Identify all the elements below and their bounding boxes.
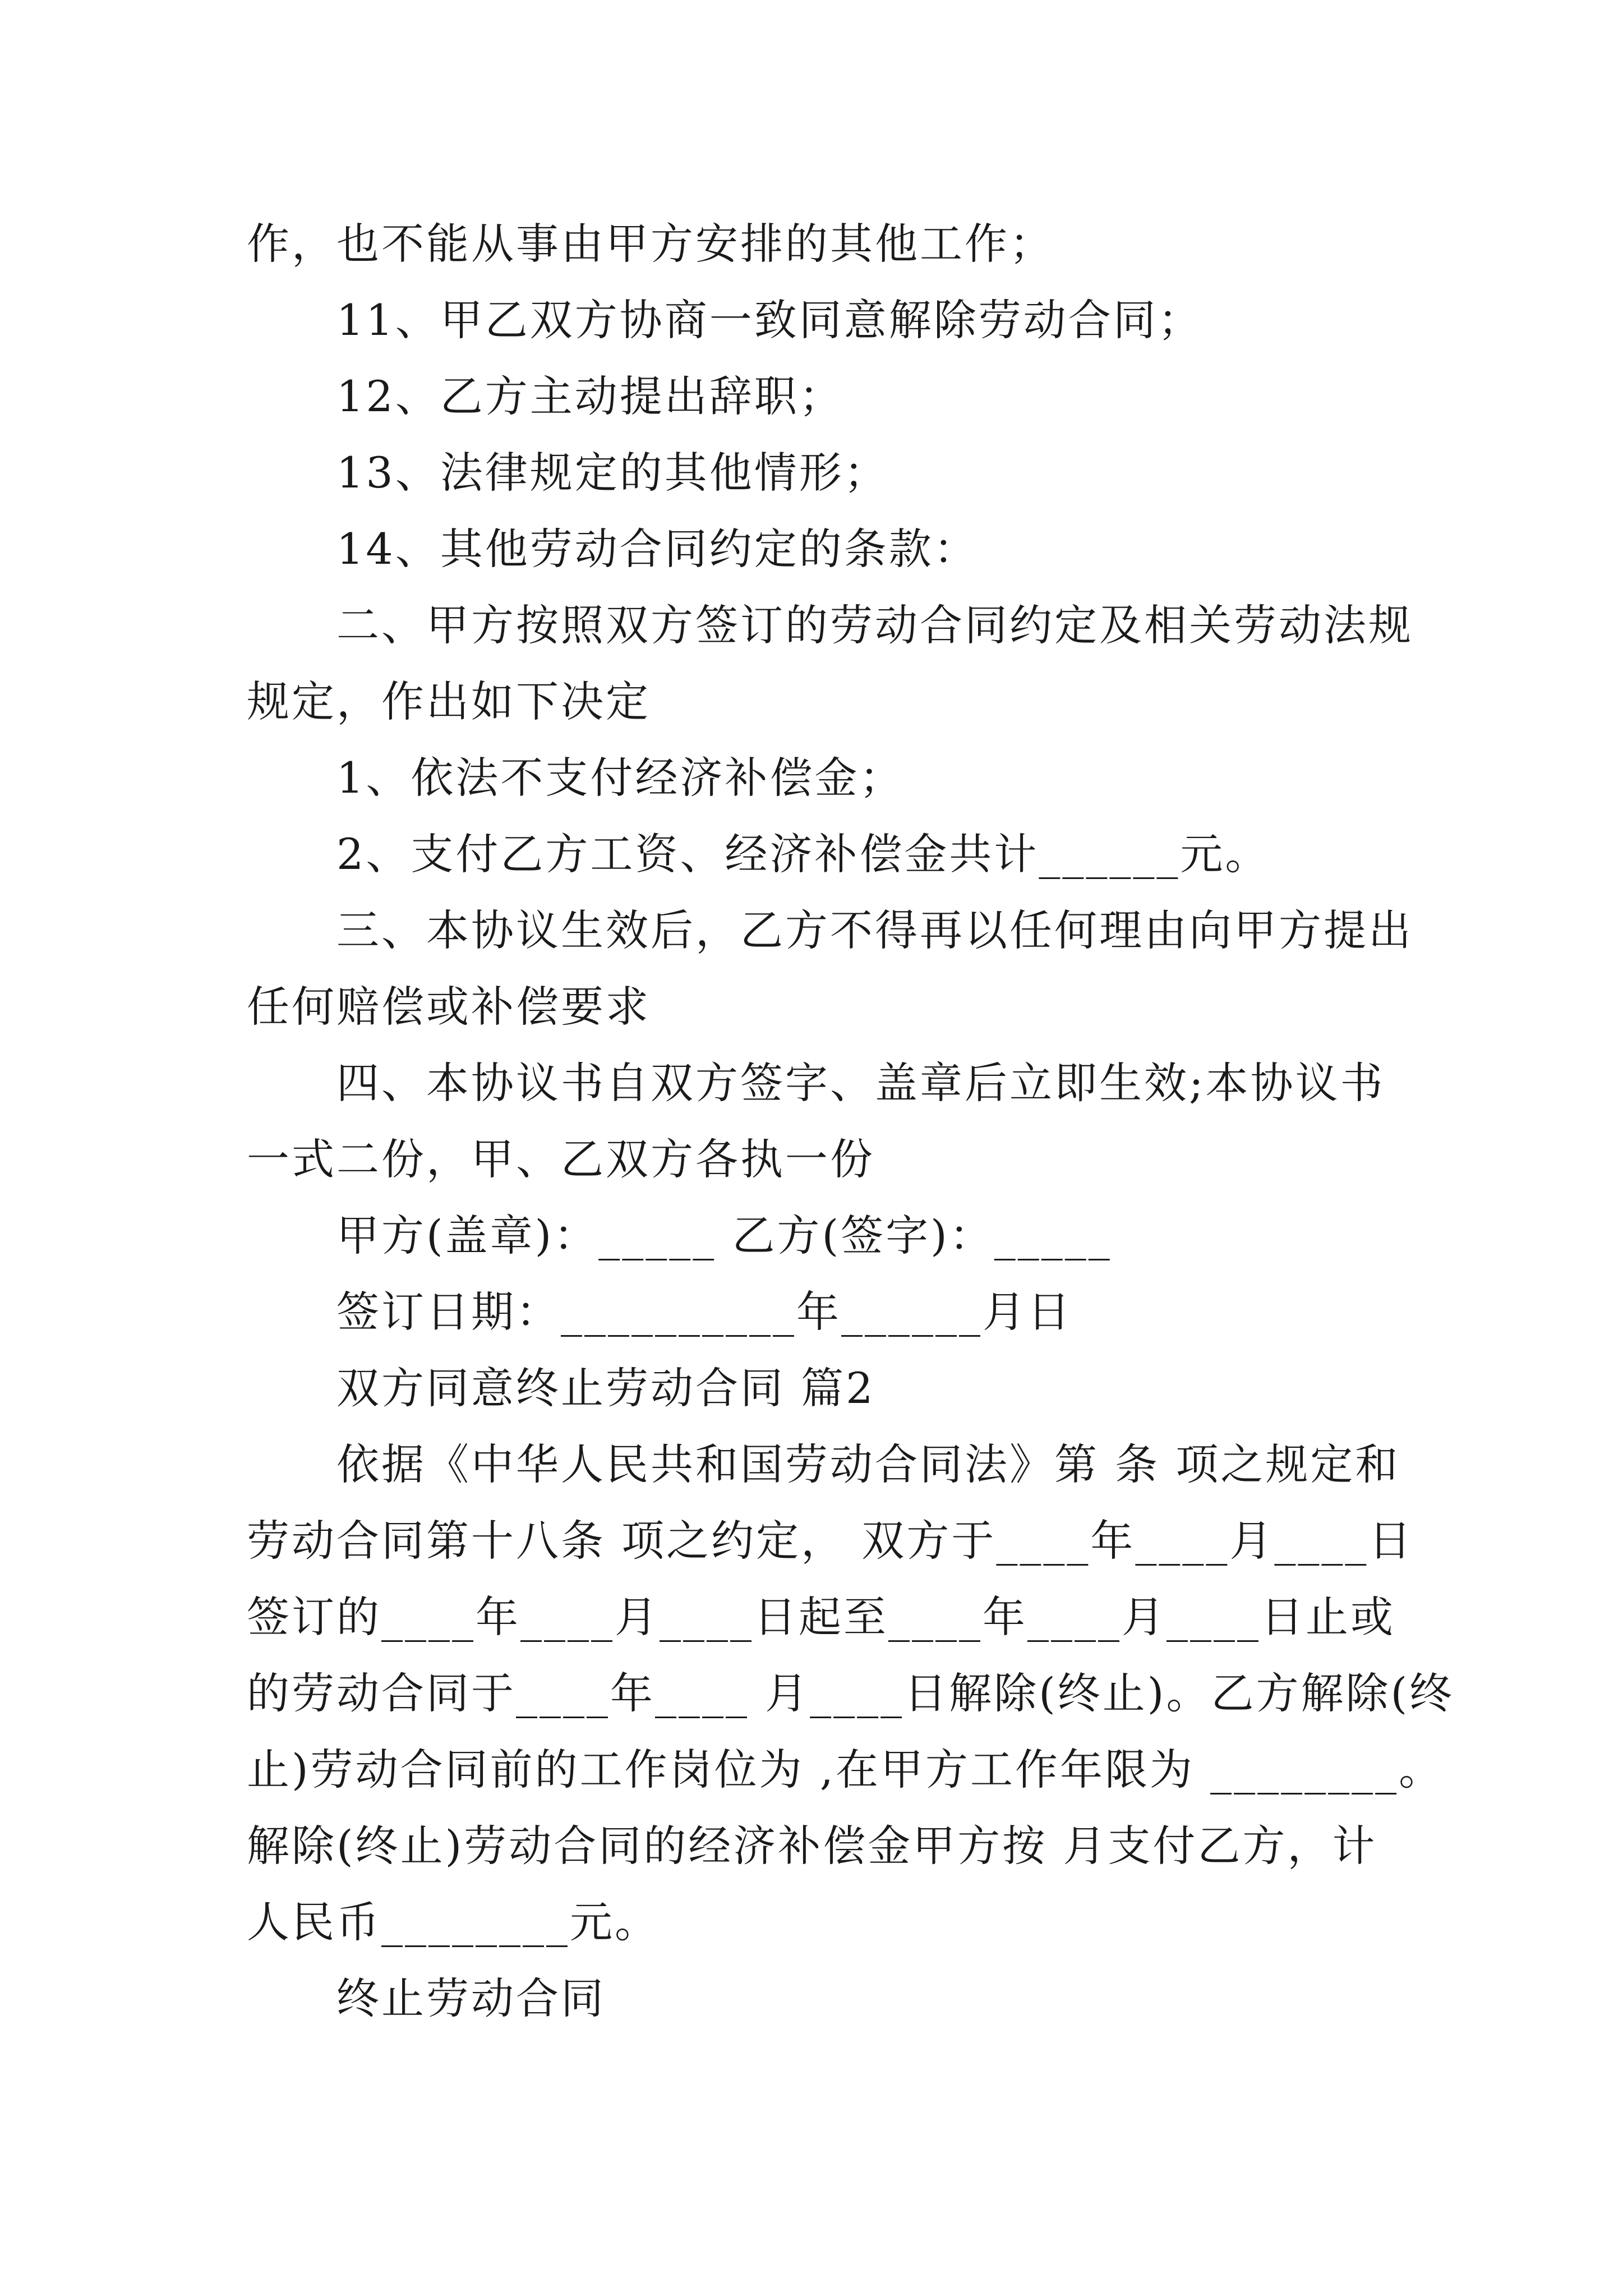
text-line: 止)劳动合同前的工作岗位为 ,在甲方工作年限为 ________。	[247, 1745, 1444, 1795]
text-line: 2、支付乙方工资、经济补偿金共计______元。	[336, 829, 1270, 879]
text-line: 12、乙方主动提出辞职；	[336, 371, 844, 421]
text-line: 依据《中华人民共和国劳动合同法》第 条 项之规定和	[336, 1439, 1400, 1489]
text-line: 签订的____年____月____日起至____年____月____日止或	[247, 1592, 1395, 1642]
text-line: 11、甲乙双方协商一致同意解除劳动合同；	[336, 295, 1203, 345]
text-line: 14、其他劳动合同约定的条款：	[336, 524, 979, 574]
text-line: 解除(终止)劳动合同的经济补偿金甲方按 月支付乙方，计	[247, 1821, 1377, 1871]
text-line: 作，也不能从事由甲方安排的其他工作；	[247, 219, 1054, 269]
text-line: 签订日期：__________年______月日	[336, 1287, 1072, 1337]
text-line: 13、法律规定的其他情形；	[336, 448, 889, 498]
text-line: 1、依法不支付经济补偿金；	[336, 753, 905, 803]
text-line: 任何赔偿或补偿要求	[247, 982, 651, 1032]
text-line: 一式二份，甲、乙双方各执一份	[247, 1134, 875, 1184]
text-line: 的劳动合同于____年____ 月____日解除(终止)。乙方解除(终	[247, 1668, 1455, 1718]
text-line: 二、甲方按照双方签订的劳动合同约定及相关劳动法规	[336, 600, 1413, 650]
text-line: 人民币________元。	[247, 1897, 660, 1947]
text-line: 三、本协议生效后，乙方不得再以任何理由向甲方提出	[336, 905, 1413, 955]
text-line: 规定，作出如下决定	[247, 677, 651, 726]
text-line: 四、本协议书自双方签字、盖章后立即生效;本协议书	[336, 1058, 1385, 1108]
text-line: 劳动合同第十八条 项之约定， 双方于____年____月____日	[247, 1516, 1414, 1566]
text-line: 甲方(盖章)：_____ 乙方(签字)：_____	[336, 1211, 1112, 1260]
section-heading: 终止劳动合同	[336, 1973, 606, 2023]
section-heading: 双方同意终止劳动合同 篇2	[336, 1363, 875, 1413]
